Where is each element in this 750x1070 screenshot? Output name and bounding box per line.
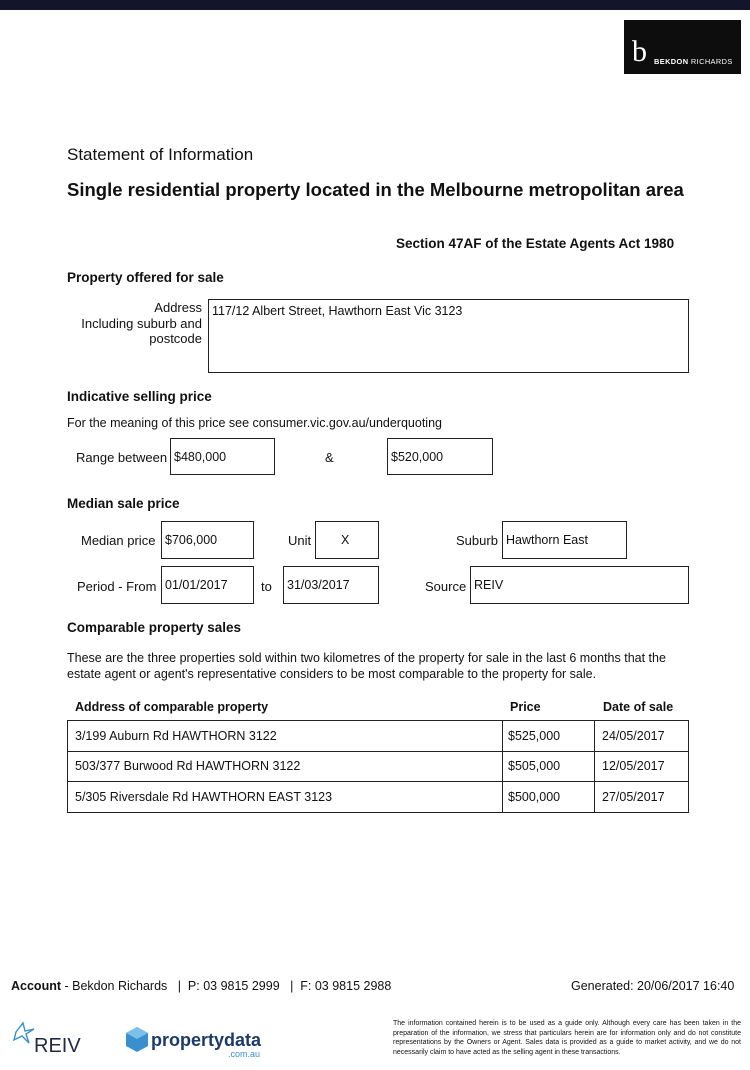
propertydata-wordmark: propertydata: [151, 1030, 262, 1050]
bekdon-richards-logo: [624, 20, 741, 74]
price-low-field: $480,000: [170, 438, 275, 475]
comparable-date: 24/05/2017: [595, 721, 689, 752]
median-price-label: Median price: [81, 533, 156, 548]
table-row: [68, 721, 689, 752]
reiv-wordmark: REIV: [34, 1035, 81, 1057]
underquoting-note: For the meaning of this price see consumer.vic.gov.au/underquoting: [67, 416, 442, 430]
range-label: Range between: [76, 450, 168, 465]
document-title: Statement of Information: [67, 145, 254, 164]
account-line: [11, 979, 391, 993]
comparable-date: 27/05/2017: [595, 782, 689, 813]
generated-timestamp: Generated: 20/06/2017 16:40: [571, 979, 735, 993]
hexagon-icon: [124, 1026, 150, 1054]
suburb-field: Hawthorn East: [502, 521, 627, 559]
comparable-price: $505,000: [503, 751, 595, 782]
section-median-price: Median sale price: [67, 496, 180, 511]
section-comparable-sales: Comparable property sales: [67, 620, 242, 635]
period-from-field: 01/01/2017: [161, 566, 254, 604]
median-price-field: $706,000: [161, 521, 254, 559]
comparable-price: $500,000: [503, 782, 595, 813]
section-property-offered: Property offered for sale: [67, 270, 224, 285]
reiv-logo: [12, 1019, 81, 1057]
address-label: Address Including suburb and postcode: [81, 300, 202, 346]
table-row: [68, 751, 689, 782]
comparable-sales-table: [67, 720, 689, 813]
propertydata-logo: [124, 1026, 262, 1059]
col-header-date: Date of sale: [603, 700, 674, 714]
document-heading: Single residential property located in the Melbourne metropolitan area: [67, 179, 684, 200]
logo-letter: b: [632, 35, 647, 68]
period-to-field: 31/03/2017: [283, 566, 379, 604]
propertydata-domain: .com.au: [228, 1049, 261, 1059]
table-row: [68, 782, 689, 813]
address-field: 117/12 Albert Street, Hawthorn East Vic 3123: [208, 299, 689, 373]
source-field: REIV: [470, 566, 689, 604]
suburb-label: Suburb: [456, 533, 498, 548]
comparable-price: $525,000: [503, 721, 595, 752]
top-bar: [0, 0, 750, 10]
col-header-price: Price: [510, 700, 541, 714]
comparable-note: These are the three properties sold within two kilometres of the property for sale in the last 6 months that the estate agent or agent's representative considers to be most comparable to the property for sale.: [67, 651, 666, 681]
comparable-address: 3/199 Auburn Rd HAWTHORN 3122: [68, 721, 503, 752]
comparable-address: 503/377 Burwood Rd HAWTHORN 3122: [68, 751, 503, 782]
period-from-label: Period - From: [77, 579, 157, 594]
account-contact: - Bekdon Richards | P: 03 9815 2999 | F: 03 9815 2988: [61, 979, 392, 993]
account-label: Account: [11, 979, 61, 993]
period-to-label: to: [261, 579, 272, 594]
unit-label: Unit: [288, 533, 312, 548]
price-high-field: $520,000: [387, 438, 493, 475]
section-indicative-price: Indicative selling price: [67, 389, 212, 404]
comparable-address: 5/305 Riversdale Rd HAWTHORN EAST 3123: [68, 782, 503, 813]
unit-field: X: [315, 521, 379, 559]
col-header-address: Address of comparable property: [75, 700, 269, 714]
source-label: Source: [425, 579, 467, 594]
act-reference: Section 47AF of the Estate Agents Act 1980: [396, 236, 675, 251]
logo-brand: BEKDON RICHARDS: [654, 57, 733, 66]
disclaimer-text: The information contained herein is to be used as a guide only. Although every care has been taken in the preparation of the information, we stress that particulars herein are for information only and do not constitute representations by the Owners or Agent. Sales data is provided as a guide to market activity, and we do not necessarily claim to have acted as the selling agent in these transactions.: [393, 1020, 741, 1056]
range-ampersand: &: [325, 450, 334, 465]
comparable-date: 12/05/2017: [595, 751, 689, 782]
